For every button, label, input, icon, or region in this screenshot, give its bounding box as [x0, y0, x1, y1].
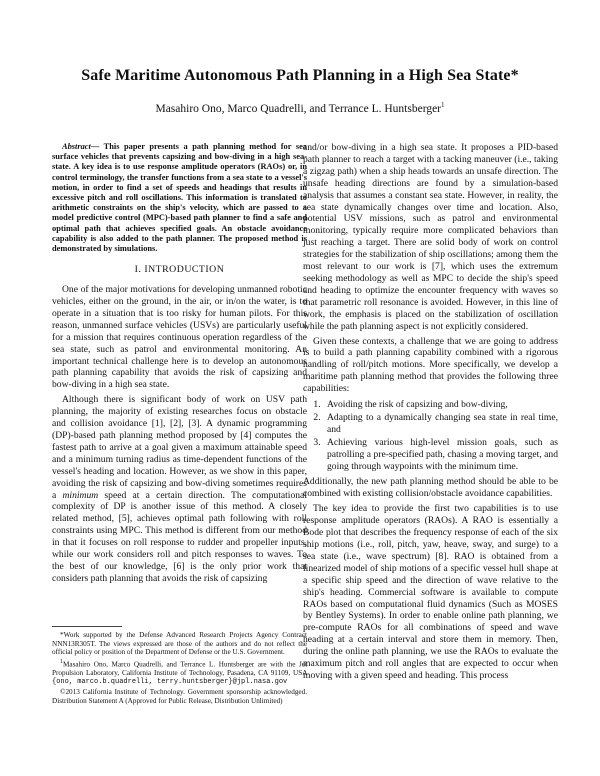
paper-title: Safe Maritime Autonomous Path Planning in a High Sea State* [81, 67, 519, 84]
intro-paragraph-2 [52, 394, 307, 585]
intro-paragraph-2-start: Although there is significant body of work on USV path planning, the majority of existing researches focus on obstacle and collision avoidance [1], [2], [3]. A dynamic programming (DP)-based path planning method proposed by [4] computes the fastest path to arrive at a goal given a maximum attainable speed and a minimum turning radius as time-dependent functions of the vessel's heading and location. However, as we show in this paper, avoiding the risk of capsizing and bow-diving sometimes requires a [52, 394, 307, 501]
author-list [0, 101, 600, 115]
right-paragraph-4: The key idea to provide the first two capabilities is to use response amplitude operators (RAOs). A RAO is essentially a Bode plot that describes the frequency response of each of the six ship motions (i.e., roll, pitch, yaw, heave, sway, and surge) to a sea state (i.e., wave spectrum) [8]. RAO is obtained from a linearized model of ship motions of a specific vessel hull shape at a specific ship speed and the direction of wave relative to the ship's heading. Commercial software is available to compute RAOs based on computational fluid dynamics (Such as MOSES by Bentley Systems). In order to enable online path planning, we pre-compute RAOs for all combinations of speed and wave heading at a certain interval and store them in memory. Then, during the online path planning, we use the RAOs to evaluate the maximum pitch and roll angles that are expected to occur when moving with a given speed and heading. This process [303, 503, 558, 681]
intro-paragraph-2-end: speed at a certain direction. The computational complexity of DP is another issue of this method. A closely related method, [5], achieves optimal path following with roll constraints using MPC. This method is different from our method in that it focuses on roll response to rudder and propeller inputs, while our work considers roll and pitch responses to waves. To the best of our knowledge, [6] is the only prior work that considers path planning that avoids the risk of capsizing [52, 489, 307, 584]
footnote-affiliation-mark: 1 [60, 658, 63, 665]
capabilities-list [303, 399, 558, 472]
abstract-lead: Abstract [62, 142, 91, 151]
author-names: Masahiro Ono, Marco Quadrelli, and Terrance L. Huntsberger [155, 102, 442, 115]
abstract [52, 142, 307, 254]
footnote-funding: *Work supported by the Defense Advanced Research Projects Agency Contract NNN13R305T. The views expressed are those of the authors and do not reflect the official policy or position of the Department of Defense or the U.S. Government. [52, 631, 307, 657]
footnotes [52, 626, 307, 706]
footnote-email[interactable]: {ono, marco.b.quadrelli, terry.huntsberger}@jpl.nasa.gov [52, 678, 288, 687]
right-paragraph-2: Given these contexts, a challenge that we are going to address is to build a path planning capability combined with a rigorous handling of roll/pitch motions. More specifically, we develop a maritime path planning method that provides the following three capabilities: [303, 335, 558, 395]
right-paragraph-1: and/or bow-diving in a high sea state. It proposes a PID-based path planner to reach a target with a tacking maneuver (i.e., taking a zigzag path) when a ship heads towards an unsafe direction. The unsafe heading directions are found by a simulation-based analysis that assumes a constant sea state. However, in reality, the sea state dynamically changes over time and location. Also, potential USV missions, such as patrol and environmental monitoring, typically require more complicated behaviors than just reaching a target. There are solid body of work on control strategies for the stabilization of ship oscillations; among them the most relevant to our work is [7], which uses the extremum seeking methodology as well as MPC to decide the ship's speed and heading to optimize the encounter frequency with waves so that parametric roll resonance is avoided. However, in this line of work, the emphasis is placed on the stabilization of oscillation while the path planning aspect is not explicitly considered. [303, 142, 558, 332]
footnote-copyright: ©2013 California Institute of Technology. Government sponsorship acknowledged. Distribution Statement A (Approved for Public Release, Distribution Unlimited) [52, 687, 307, 705]
capability-item: 2. Adapting to a dynamically changing sea state in real time, and [323, 412, 558, 436]
emphasis-minimum: minimum [62, 489, 99, 501]
footnote-affiliation-text: Masahiro Ono, Marco Quadrelli, and Terrance L. Huntsberger are with the Jet Propulsion Laboratory, California Institute of Technology, Pasadena, CA 91109, USA [52, 660, 307, 677]
footnote-affiliation [52, 658, 307, 687]
author-affiliation-mark: 1 [441, 101, 445, 109]
capability-item: 1. Avoiding the risk of capsizing and bow-diving, [323, 399, 558, 411]
abstract-text: — This paper presents a path planning method for sea surface vehicles that prevents capsizing and bow-diving in a high sea-state. A key idea is to use response amplitude operators (RAOs) or, in control terminology, the transfer functions from a sea state to a vessel's motion, in order to find a set of speeds and headings that results in excessive pitch and roll oscillations. This information is translated to arithmetic constraints on the ship's velocity, which are passed to a model predictive control (MPC)-based path planner to find a safe and optimal path that achieves specified goals. An obstacle avoidance capability is also added to the path planner. The proposed method is demonstrated by simulations. [52, 142, 307, 254]
section-heading-introduction: I. INTRODUCTION [134, 264, 225, 276]
capability-item: 3. Achieving various high-level mission goals, such as patrolling a pre-specified path, chasing a moving target, and going through waypoints with the minimum time. [323, 437, 558, 473]
right-paragraph-3: Additionally, the new path planning method should be able to be combined with existing collision/obstacle avoidance capabilities. [303, 476, 558, 500]
left-column [52, 142, 307, 588]
right-column [303, 142, 558, 685]
intro-paragraph-1: One of the major motivations for developing unmanned robotic vehicles, either on the ground, in the air, or in/on the water, is to operate in a situation that is too risky for human pilots. For this reason, unmanned surface vehicles (USVs) are particularly useful for a mission that requires continuous operation regardless of the sea state, such as patrol and environmental monitoring. An important technical challenge here is to develop an autonomous path planning capability that avoids the risk of capsizing and bow-diving in a high sea state. [52, 284, 307, 391]
footnote-rule [52, 626, 122, 627]
